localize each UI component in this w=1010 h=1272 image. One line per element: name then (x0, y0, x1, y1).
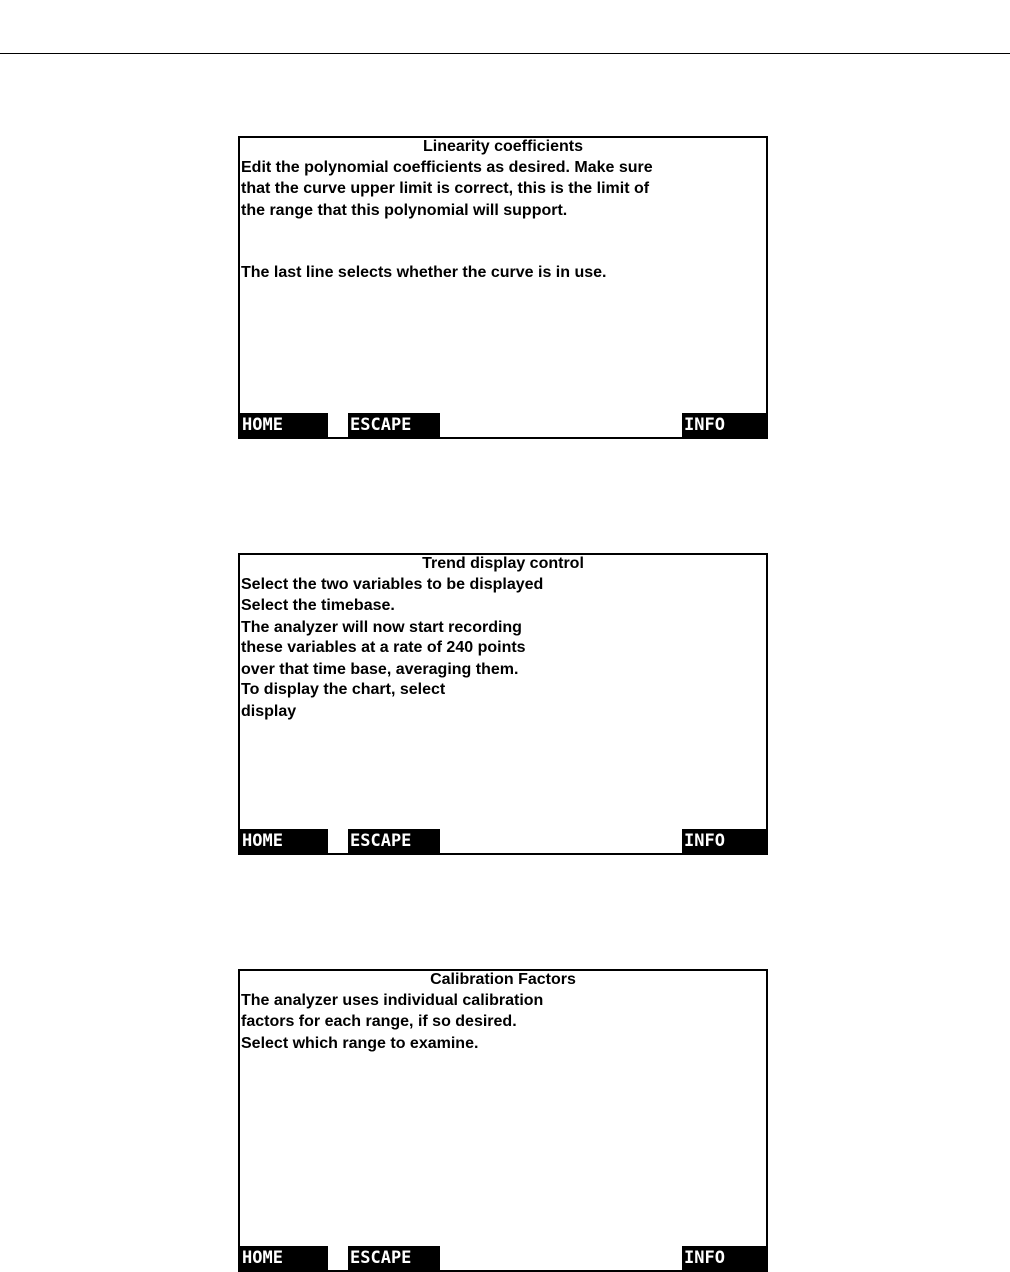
info-button[interactable]: INFO (682, 829, 768, 853)
screen-title: Trend display control (422, 555, 584, 572)
home-button[interactable]: HOME (240, 829, 328, 853)
help-text-line: Select which range to examine. (241, 1035, 479, 1052)
info-button[interactable]: INFO (682, 1246, 768, 1270)
escape-button[interactable]: ESCAPE (348, 829, 440, 853)
trend-display-control-screen (238, 553, 768, 855)
help-text-line: the range that this polynomial will support. (241, 202, 568, 219)
home-button[interactable]: HOME (240, 413, 328, 437)
calibration-factors-screen (238, 969, 768, 1272)
screen-title: Calibration Factors (430, 971, 576, 988)
help-text-line: factors for each range, if so desired. (241, 1013, 517, 1030)
help-text-line: The analyzer will now start recording (241, 619, 522, 636)
escape-button[interactable]: ESCAPE (348, 413, 440, 437)
help-text-line: Select the two variables to be displayed (241, 576, 544, 593)
help-text-line: display (241, 703, 297, 720)
help-text-line: The analyzer uses individual calibration (241, 992, 544, 1009)
screen-title: Linearity coefficients (422, 138, 584, 155)
home-button[interactable]: HOME (240, 1246, 328, 1270)
linearity-coefficients-screen (238, 136, 768, 439)
help-text-line: Select the timebase. (241, 597, 395, 614)
help-text-line: that the curve upper limit is correct, this is the limit of (241, 180, 650, 197)
help-text-line: over that time base, averaging them. (241, 661, 519, 678)
page-top-rule (0, 53, 1010, 54)
help-text-line: The last line selects whether the curve is in use. (241, 264, 607, 281)
info-button[interactable]: INFO (682, 413, 768, 437)
help-text-line: these variables at a rate of 240 points (241, 639, 526, 656)
help-text-line: Edit the polynomial coefficients as desired. Make sure (241, 159, 653, 176)
escape-button[interactable]: ESCAPE (348, 1246, 440, 1270)
help-text-line: To display the chart, select (241, 681, 446, 698)
